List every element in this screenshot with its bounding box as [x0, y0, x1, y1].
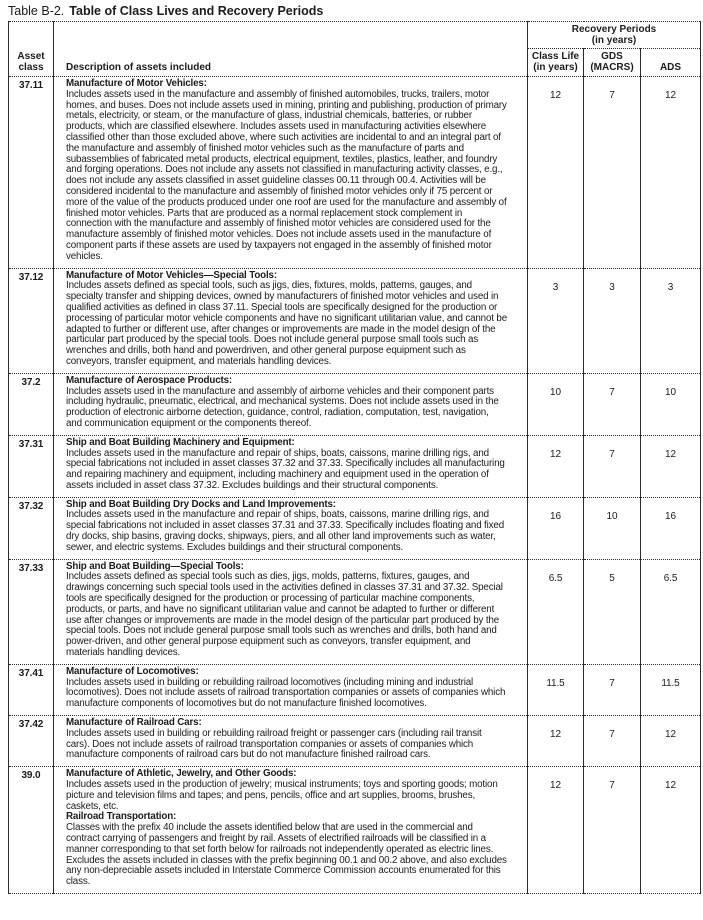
- description-heading: Manufacture of Athletic, Jewelry, and Other Goods:: [66, 768, 297, 780]
- table-row: [9, 716, 701, 767]
- header-recovery-periods: [528, 22, 701, 49]
- description-body: Includes assets used in building or rebuilding railroad locomotives (including mining and industrial locomotives). Does not include assets of railroad transportation companies or assets of companies which manufacture components of locomotives but do not manufacture finished locomotives.: [66, 676, 506, 710]
- description-cell: [54, 373, 528, 435]
- class-life-cell: 12: [528, 77, 584, 269]
- description-cell: [54, 559, 528, 664]
- asset-class-cell: 37.31: [9, 435, 54, 497]
- header-recovery-line2: (in years): [591, 35, 637, 46]
- table-header-row-top: [9, 22, 701, 49]
- description-body: Includes assets used in the manufacture and assembly of finished automobiles, trucks, trailers, motor homes, and buses. Does not include assets used in mining, printing and publishing, production of primary metals, electricity, or steam, or the manufacture of glass, industrial chemicals, batteries, or rubber products, which are classified elsewhere. Includes assets used in manufacturing activities elsewhere classified other than those excluded above, where such activities are incidental to and an integral part of the manufacture and assembly of finished motor vehicles such as the manufacture of parts and subassemblies of fabricated metal products, electrical equipment, textiles, plastics, leather, and foundry and forging operations. Does not include any assets not classified in manufacturing activity classes, e.g., does not include any assets classified in asset guideline classes 00.11 through 00.4. Activities will be considered incidental to the manufacture and assembly of finished motor vehicles only if 75 percent or more of the value of the products produced under one roof are used for the manufacture and assembly of finished motor vehicles. Parts that are produced as a normal replacement stock complement in connection with the manufacture and assembly of finished motor vehicles are considered used for the manufacture assembly of finished motor vehicles. Does not include assets used in the manufacture of component parts if these assets are used by taxpayers not engaged in the assembly of finished motor vehicles.: [66, 88, 507, 262]
- asset-class-cell: 37.41: [9, 664, 54, 715]
- gds-cell: 7: [584, 664, 641, 715]
- class-life-cell: 10: [528, 373, 584, 435]
- ads-cell: 12: [641, 77, 701, 269]
- description-heading: Manufacture of Motor Vehicles:: [66, 78, 207, 89]
- description-heading: Ship and Boat Building—Special Tools:: [66, 560, 244, 572]
- header-ads: ADS: [641, 49, 701, 77]
- description-cell: [54, 497, 528, 559]
- class-life-cell: 12: [528, 435, 584, 497]
- description-body: Includes assets used in the manufacture and repair of ships, boats, caissons, marine drilling rigs, and special fabrications not included in asset classes 37.31 and 37.33. Specifically includes floating and fixed dry docks, ship basins, graving docks, shipways, piers, and all other land improvements such as water, sewer, and electric systems. Excludes buildings and their structural components.: [66, 509, 505, 553]
- description-heading: Manufacture of Motor Vehicles—Special Tools:: [66, 269, 277, 281]
- description-body: Includes assets used in the manufacture and assembly of airborne vehicles and their component parts including hydraulic, pneumatic, electrical, and mechanical systems. Does not include assets used in the production of electronic airborne detection, guidance, control, radiation, computation, test, navigation, and communication equipment or the components thereof.: [66, 385, 499, 429]
- table-title-label: Table of Class Lives and Recovery Periods: [69, 4, 324, 18]
- class-life-cell: 6.5: [528, 559, 584, 664]
- gds-cell: 7: [584, 373, 641, 435]
- gds-cell: 5: [584, 559, 641, 664]
- description-cell: [54, 77, 528, 269]
- ads-cell: 12: [641, 435, 701, 497]
- gds-cell: 10: [584, 497, 641, 559]
- gds-cell: 7: [584, 77, 641, 269]
- header-description: Description of assets included: [54, 22, 528, 77]
- table-row: [9, 664, 701, 715]
- table-header: [9, 22, 701, 77]
- description-cell: [54, 767, 528, 894]
- class-life-cell: 3: [528, 268, 584, 373]
- header-class-life: Class Life (in years): [528, 49, 584, 77]
- header-gds: GDS (MACRS): [584, 49, 641, 77]
- asset-class-cell: 39.0: [9, 767, 54, 894]
- class-life-cell: 12: [528, 767, 584, 894]
- asset-class-cell: 37.42: [9, 716, 54, 767]
- description-heading: Ship and Boat Building Dry Docks and Land Improvements:: [66, 498, 336, 510]
- table-row: [9, 435, 701, 497]
- asset-class-cell: 37.2: [9, 373, 54, 435]
- header-asset-class: Asset class: [9, 22, 54, 77]
- description-cell: [54, 716, 528, 767]
- description-cell: [54, 435, 528, 497]
- description-heading: Manufacture of Locomotives:: [66, 665, 199, 677]
- class-lives-table: [8, 21, 701, 894]
- description-heading-2: Railroad Transportation:: [66, 811, 177, 823]
- description-cell: [54, 664, 528, 715]
- description-body: Includes assets used in the manufacture and repair of ships, boats, caissons, marine drilling rigs, and special fabrications not included in asset classes 37.32 and 37.33. Specifically includes all manufacturing and repairing machinery and equipment, including machinery and equipment used in the operation of assets included in asset class 37.32. Excludes buildings and their structural components.: [66, 447, 505, 491]
- asset-class-cell: 37.32: [9, 497, 54, 559]
- description-body: Includes assets defined as special tools such as dies, jigs, molds, patterns, fixtures, gauges, and drawings concerning such special tools used in the activities defined in classes 37.31 and 37.32. Special tools are specifically designed for the production or processing of particular machine components, products, or parts, and have no significant utilitarian value and cannot be adapted to further or different use after changes or improvements are made in the model design of the particular part produced by the special tools. Does not include general purpose small tools such as wrenches and drills, both hand and power-driven, and other general purpose equipment such as conveyors, transfer equipment, and materials handling devices.: [66, 571, 503, 659]
- gds-cell: 7: [584, 767, 641, 894]
- description-body: Includes assets defined as special tools, such as jigs, dies, fixtures, molds, patterns, gauges, and specialty transfer and shipping devices, owned by manufacturers of finished motor vehicles and used in qualified activities as defined in class 37.11. Special tools are specifically designed for the production or processing of particular motor vehicle components and have no significant utilitarian value, and cannot be adapted to further or different use, after changes or improvements are made in the model design of the particular part produced by the special tools. Does not include general purpose small tools such as wrenches and drills, both hand and powerdriven, and other general purpose equipment such as conveyors, transfer equipment, and materials handling devices.: [66, 280, 508, 367]
- table-number-label: Table B-2.: [8, 4, 65, 18]
- class-life-cell: 12: [528, 716, 584, 767]
- description-cell: [54, 268, 528, 373]
- description-body: Includes assets used in the production of jewelry; musical instruments; toys and sporting goods; motion picture and television films and tapes; and pens, pencils, office and art supplies, brooms, brushes, caskets, etc.: [66, 779, 498, 812]
- table-row: [9, 497, 701, 559]
- gds-cell: 7: [584, 435, 641, 497]
- page-title: [8, 4, 703, 18]
- ads-cell: 6.5: [641, 559, 701, 664]
- table-row: [9, 373, 701, 435]
- class-life-cell: 11.5: [528, 664, 584, 715]
- description-body-2: Classes with the prefix 40 include the assets identified below that are used in the commercial and contract carrying of passengers and freight by rail. Assets of electrified railroads will be classified in a manner corresponding to that set forth below for railroads not independently operated as electric lines. Excludes the assets included in classes with the prefix beginning 00.1 and 00.2 above, and also excludes any non-depreciable assets included in Interstate Commerce Commission accounts enumerated for this class.: [66, 822, 507, 888]
- gds-cell: 7: [584, 716, 641, 767]
- ads-cell: 16: [641, 497, 701, 559]
- description-heading: Manufacture of Aerospace Products:: [66, 374, 233, 386]
- table-row: [9, 268, 701, 373]
- ads-cell: 12: [641, 716, 701, 767]
- header-recovery-line1: Recovery Periods: [571, 24, 657, 35]
- description-heading: Ship and Boat Building Machinery and Equipment:: [66, 436, 295, 448]
- description-body: Includes assets used in building or rebuilding railroad freight or passenger cars (including rail transit cars). Does not include assets of railroad transportation companies or assets of companies which manufacture components of railroad cars but do not manufacture finished railroad cars.: [66, 727, 482, 761]
- ads-cell: 11.5: [641, 664, 701, 715]
- description-heading: Manufacture of Railroad Cars:: [66, 717, 202, 729]
- table-row: [9, 77, 701, 269]
- table-body: [9, 77, 701, 894]
- asset-class-cell: 37.12: [9, 268, 54, 373]
- ads-cell: 12: [641, 767, 701, 894]
- class-life-cell: 16: [528, 497, 584, 559]
- gds-cell: 3: [584, 268, 641, 373]
- table-row: [9, 767, 701, 894]
- document-page: [0, 4, 703, 920]
- table-row: [9, 559, 701, 664]
- ads-cell: 3: [641, 268, 701, 373]
- ads-cell: 10: [641, 373, 701, 435]
- asset-class-cell: 37.11: [9, 77, 54, 269]
- asset-class-cell: 37.33: [9, 559, 54, 664]
